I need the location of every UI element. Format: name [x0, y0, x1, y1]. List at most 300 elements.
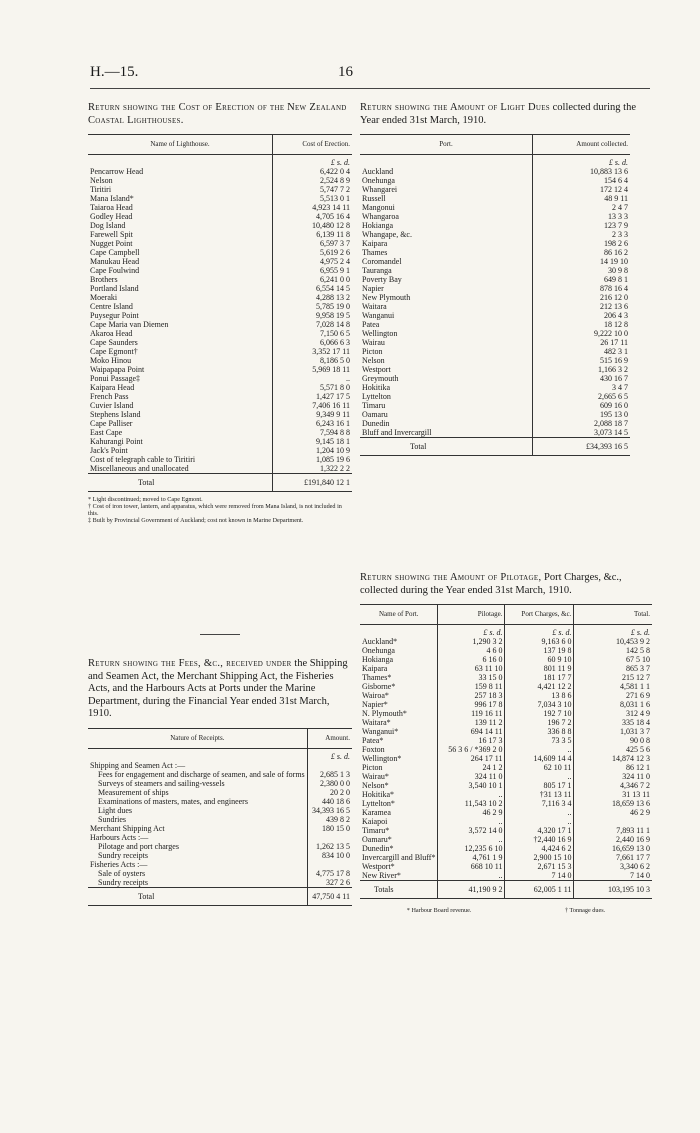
lighthouse-row [88, 302, 352, 311]
total-value: 271 6 9 [574, 691, 652, 700]
pilotage-row [360, 637, 652, 646]
row-value: 4,775 17 8 [307, 869, 352, 878]
port-row [360, 203, 630, 212]
port-name: Kaipara [362, 664, 388, 673]
row-value: 9,958 19 5 [273, 311, 353, 320]
pilotage-value: .. [438, 871, 505, 881]
total-value: 7 14 0 [574, 871, 652, 881]
receipt-row [88, 788, 352, 797]
port-row [360, 419, 630, 428]
port-name: Picton [362, 763, 383, 772]
port-row [360, 347, 630, 356]
lighthouse-title: Return showing the Cost of Erection of the New Zealand Coastal Lighthouses. [88, 102, 347, 126]
fees-table [88, 728, 352, 906]
row-value: 3 4 7 [533, 383, 631, 392]
row-label: Harbours Acts :— [90, 832, 149, 842]
total-value: £191,840 12 1 [273, 474, 353, 492]
total-value: 47,750 4 11 [307, 887, 352, 905]
total-value: 335 18 4 [574, 718, 652, 727]
row-value [307, 833, 352, 842]
port-name: Gisborne* [362, 682, 396, 691]
port-name: Dunedin* [362, 844, 394, 853]
fees-total-row [88, 887, 352, 905]
total-value: 7,661 17 7 [574, 853, 652, 862]
pilotage-row [360, 673, 652, 682]
row-value: 6,422 0 4 [273, 167, 353, 176]
port-charges-value: †2,440 16 9 [505, 835, 574, 844]
row-value: 6,066 6 3 [273, 338, 353, 347]
row-label: Pencarrow Head [90, 167, 144, 176]
row-label: Waipapapa Point [90, 365, 145, 374]
lighthouse-row [88, 392, 352, 401]
row-value: 7,028 14 8 [273, 320, 353, 329]
row-value: 7,594 8 8 [273, 428, 353, 437]
lighthouse-row [88, 185, 352, 194]
port-charges-value: 62 10 11 [505, 763, 574, 772]
row-value: 2,665 6 5 [533, 392, 631, 401]
port-charges-value: 60 9 10 [505, 655, 574, 664]
pilotage-table [360, 604, 652, 899]
port-row [360, 212, 630, 221]
port-name: Hokitika* [362, 790, 394, 799]
row-label: Cape Palliser [90, 419, 133, 428]
pilotage-row [360, 763, 652, 772]
row-value: 2,524 8 9 [273, 176, 353, 185]
row-label: Lyttelton [362, 392, 391, 401]
row-value: 1,085 19 6 [273, 455, 353, 464]
row-value: 440 18 6 [307, 797, 352, 806]
row-label: Godley Head [90, 212, 133, 221]
row-value: 26 17 11 [533, 338, 631, 347]
row-value: 180 15 0 [307, 824, 352, 833]
pilotage-title: Return showing the Amount of Pilotage, Port Charges, &c., collected during the Year ended 31st March, 1910. [360, 572, 622, 596]
units-label: £ s. d. [505, 625, 574, 638]
row-value: 5,571 8 0 [273, 383, 353, 392]
units-label: £ s. d. [533, 155, 631, 168]
pilotage-value: 3,572 14 0 [438, 826, 505, 835]
pilotage-value: 16 17 3 [438, 736, 505, 745]
col-lighthouse-name: Name of Lighthouse. [88, 135, 273, 155]
row-value: 6,241 0 0 [273, 275, 353, 284]
pilotage-value: 324 11 0 [438, 772, 505, 781]
row-label: Auckland [362, 167, 394, 176]
row-value: 327 2 6 [307, 878, 352, 888]
footnote: * Light discontinued; moved to Cape Egmont. [88, 496, 203, 503]
lighthouse-row [88, 419, 352, 428]
lighthouse-row [88, 266, 352, 275]
total-value: 4,581 1 1 [574, 682, 652, 691]
port-charges-value: 2,900 15 10 [505, 853, 574, 862]
row-value: 13 3 3 [533, 212, 631, 221]
receipt-row [88, 842, 352, 851]
pilotage-value: 4,761 1 9 [438, 853, 505, 862]
port-row [360, 338, 630, 347]
total-value: 8,031 1 6 [574, 700, 652, 709]
port-row [360, 293, 630, 302]
pilotage-row [360, 682, 652, 691]
port-row [360, 329, 630, 338]
pilotage-row [360, 646, 652, 655]
row-value: 4,288 13 2 [273, 293, 353, 302]
port-row [360, 356, 630, 365]
lighthouse-row [88, 365, 352, 374]
row-value: 34,393 16 5 [307, 806, 352, 815]
port-row [360, 365, 630, 374]
pilotage-row [360, 817, 652, 826]
units-label: £ s. d. [574, 625, 652, 638]
receipt-row [88, 797, 352, 806]
fees-title: Return showing the Fees, &c., received under the Shipping and Seamen Act, the Merchant Shipping Act, the Fisheries Acts, and the Harbours Acts at Ports under the Marine Department, during the Financial Year ended 31st March, 1910. [88, 658, 348, 719]
pilotage-row [360, 772, 652, 781]
row-value: 10,883 13 6 [533, 167, 631, 176]
port-row [360, 383, 630, 392]
receipt-row [88, 815, 352, 824]
row-value: 206 4 3 [533, 311, 631, 320]
row-value: 6,243 16 1 [273, 419, 353, 428]
row-label: Surveys of steamers and sailing-vessels [98, 778, 225, 788]
lighthouse-row [88, 311, 352, 320]
row-label: Coromandel [362, 257, 402, 266]
pilotage-value: .. [438, 790, 505, 799]
row-value: 2,380 0 0 [307, 779, 352, 788]
pilotage-value: 996 17 8 [438, 700, 505, 709]
row-label: Dog Island [90, 221, 126, 230]
port-name: Invercargill and Bluff* [362, 853, 436, 862]
row-label: Moko Hinou [90, 356, 132, 365]
row-label: Whangarei [362, 185, 398, 194]
row-label: Dunedin [362, 419, 390, 428]
row-label: Whangaroa [362, 212, 399, 221]
row-label: Moeraki [90, 293, 118, 302]
receipt-row [88, 878, 352, 888]
port-charges-value: 336 8 8 [505, 727, 574, 736]
row-value: 4,705 16 4 [273, 212, 353, 221]
receipt-row [88, 851, 352, 860]
units-label: £ s. d. [438, 625, 505, 638]
row-label: Picton [362, 347, 383, 356]
port-name: Napier* [362, 700, 388, 709]
row-label: Akaroa Head [90, 329, 133, 338]
pilotage-value: 33 15 0 [438, 673, 505, 682]
footnote: † Tonnage dues. [565, 907, 606, 914]
port-charges-value: 801 11 9 [505, 664, 574, 673]
port-row [360, 284, 630, 293]
row-label: Nelson [362, 356, 385, 365]
pilotage-value: 668 10 11 [438, 862, 505, 871]
total-value: 865 3 7 [574, 664, 652, 673]
row-value: 5,619 2 6 [273, 248, 353, 257]
total-value: 16,659 13 0 [574, 844, 652, 853]
lighthouse-row [88, 275, 352, 284]
row-value: 430 16 7 [533, 374, 631, 383]
total-port-charges: 62,005 1 11 [505, 881, 574, 899]
col-port-charges: Port Charges, &c. [505, 605, 574, 625]
pilotage-row [360, 736, 652, 745]
row-label: Wanganui [362, 311, 395, 320]
row-value: 1,166 3 2 [533, 365, 631, 374]
row-value: 1,204 10 9 [273, 446, 353, 455]
row-value: 2,685 1 3 [307, 770, 352, 779]
total-label: Total [360, 438, 533, 456]
row-label: Mana Island* [90, 194, 134, 203]
lighthouse-row [88, 455, 352, 464]
row-label: Kahurangi Point [90, 437, 143, 446]
port-name: Foxton [362, 745, 385, 754]
port-name: Onehunga [362, 646, 395, 655]
port-row [360, 248, 630, 257]
port-charges-value: 7,034 3 10 [505, 700, 574, 709]
port-row [360, 275, 630, 284]
row-label: Portland Island [90, 284, 139, 293]
pilotage-row [360, 664, 652, 673]
row-value: 5,747 7 2 [273, 185, 353, 194]
lighthouse-row [88, 203, 352, 212]
pilotage-row [360, 781, 652, 790]
port-charges-value: †31 13 11 [505, 790, 574, 799]
row-label: Nelson [90, 176, 113, 185]
total-value: £34,393 16 5 [533, 438, 631, 456]
port-charges-value: 196 7 2 [505, 718, 574, 727]
row-label: Brothers [90, 275, 118, 284]
row-label: Light dues [98, 805, 132, 815]
port-charges-value: 4,320 17 1 [505, 826, 574, 835]
pilotage-value: 6 16 0 [438, 655, 505, 664]
pilotage-value: 694 14 11 [438, 727, 505, 736]
total-value: 142 5 8 [574, 646, 652, 655]
pilotage-row [360, 844, 652, 853]
port-charges-value: .. [505, 745, 574, 754]
pilotage-value: 46 2 9 [438, 808, 505, 817]
lighthouse-total-row [88, 474, 352, 492]
row-label: Oamaru [362, 410, 388, 419]
lighthouse-row [88, 401, 352, 410]
pilotage-row [360, 871, 652, 881]
row-label: Greymouth [362, 374, 399, 383]
row-label: Waitara [362, 302, 387, 311]
lighthouse-row [88, 374, 352, 383]
row-label: New Plymouth [362, 293, 411, 302]
header-rule [90, 88, 650, 89]
row-value: 8,186 5 0 [273, 356, 353, 365]
row-label: Wairau [362, 338, 385, 347]
total-value: 10,453 9 2 [574, 637, 652, 646]
units-label: £ s. d. [307, 748, 352, 761]
row-label: Jack's Point [90, 446, 128, 455]
row-value: 439 8 2 [307, 815, 352, 824]
row-label: Cape Saunders [90, 338, 138, 347]
col-total: Total. [574, 605, 652, 625]
light-dues-total-row [360, 438, 630, 456]
row-label: Thames [362, 248, 388, 257]
pilotage-value: 11,543 10 2 [438, 799, 505, 808]
lighthouse-table [88, 134, 352, 492]
pilotage-value: 63 11 10 [438, 664, 505, 673]
total-value [574, 817, 652, 826]
total-value: 3,340 6 2 [574, 862, 652, 871]
col-port-name: Name of Port. [360, 605, 438, 625]
row-value: 5,513 0 1 [273, 194, 353, 203]
row-value: 4,975 2 4 [273, 257, 353, 266]
lighthouse-row [88, 338, 352, 347]
total-value: 4,346 7 2 [574, 781, 652, 790]
pilotage-value: 12,235 6 10 [438, 844, 505, 853]
row-label: Mangonui [362, 203, 395, 212]
total-value: 46 2 9 [574, 808, 652, 817]
row-label: Merchant Shipping Act [90, 823, 165, 833]
port-charges-value: 14,609 14 4 [505, 754, 574, 763]
receipt-row [88, 833, 352, 842]
row-value: 878 16 4 [533, 284, 631, 293]
pilotage-row [360, 700, 652, 709]
pilotage-value: 264 17 11 [438, 754, 505, 763]
lighthouse-row [88, 410, 352, 419]
port-row [360, 257, 630, 266]
total-label: Totals [360, 881, 438, 899]
row-label: Cape Maria van Diemen [90, 320, 169, 329]
footnote: * Harbour Board revenue. [406, 907, 472, 914]
row-value: 154 6 4 [533, 176, 631, 185]
row-value: 609 16 0 [533, 401, 631, 410]
port-charges-value: .. [505, 817, 574, 826]
row-label: Shipping and Seamen Act :— [90, 760, 186, 770]
row-label: Tiritiri [90, 185, 112, 194]
row-value: 3,352 17 11 [273, 347, 353, 356]
pilotage-row [360, 853, 652, 862]
pilotage-total-row [360, 881, 652, 899]
row-label: Sundries [98, 814, 126, 824]
port-name: Timaru* [362, 826, 390, 835]
pilotage-row [360, 835, 652, 844]
lighthouse-row [88, 347, 352, 356]
row-value: 1,427 17 5 [273, 392, 353, 401]
row-value: 6,955 9 1 [273, 266, 353, 275]
port-name: Wellington* [362, 754, 402, 763]
pilotage-value: 24 1 2 [438, 763, 505, 772]
row-value: 216 12 0 [533, 293, 631, 302]
row-label: Russell [362, 194, 386, 203]
port-name: Wairoa* [362, 691, 389, 700]
row-value: 3,073 14 5 [533, 428, 631, 438]
pilotage-row [360, 799, 652, 808]
port-name: Nelson* [362, 781, 389, 790]
pilotage-value: .. [438, 835, 505, 844]
lighthouse-row [88, 383, 352, 392]
row-value: 30 9 8 [533, 266, 631, 275]
port-charges-value: .. [505, 808, 574, 817]
port-row [360, 230, 630, 239]
total-value: 312 4 9 [574, 709, 652, 718]
row-label: Farewell Spit [90, 230, 133, 239]
total-value: 14,874 12 3 [574, 754, 652, 763]
total-value: 86 12 1 [574, 763, 652, 772]
row-label: Sale of oysters [98, 868, 146, 878]
port-row [360, 185, 630, 194]
pilotage-row [360, 718, 652, 727]
port-row [360, 266, 630, 275]
port-row [360, 320, 630, 329]
lighthouse-row [88, 230, 352, 239]
port-name: Patea* [362, 736, 384, 745]
row-value: 2 3 3 [533, 230, 631, 239]
row-label: Examinations of masters, mates, and engineers [98, 796, 248, 806]
row-value: 7,150 6 5 [273, 329, 353, 338]
col-amount-collected: Amount collected. [533, 135, 631, 155]
port-name: Wanganui* [362, 727, 399, 736]
total-value: 18,659 13 6 [574, 799, 652, 808]
lighthouse-row [88, 167, 352, 176]
pilotage-value: 257 18 3 [438, 691, 505, 700]
pilotage-value: 4 6 0 [438, 646, 505, 655]
total-value: 31 13 11 [574, 790, 652, 799]
footnote: † Cost of iron tower, lantern, and apparatus, which were removed from Mana Island, is not included in this. [88, 503, 342, 517]
port-row [360, 374, 630, 383]
port-name: Thames* [362, 673, 392, 682]
port-charges-value: 181 17 7 [505, 673, 574, 682]
receipt-row [88, 860, 352, 869]
row-value [307, 761, 352, 770]
row-label: Stephens Island [90, 410, 141, 419]
port-name: Oamaru* [362, 835, 392, 844]
row-label: Fisheries Acts :— [90, 859, 148, 869]
pilotage-value: 1,290 3 2 [438, 637, 505, 646]
page-number: 16 [338, 64, 353, 80]
pilotage-value: .. [438, 817, 505, 826]
lighthouse-row [88, 464, 352, 474]
total-label: Total [88, 474, 273, 492]
port-charges-value: .. [505, 772, 574, 781]
col-amount: Amount. [307, 728, 352, 748]
port-name: N. Plymouth* [362, 709, 407, 718]
port-charges-value: 805 17 1 [505, 781, 574, 790]
row-label: Sundry receipts [98, 850, 148, 860]
row-value: 20 2 0 [307, 788, 352, 797]
pilotage-footnotes [360, 907, 652, 914]
pilotage-value: 119 16 11 [438, 709, 505, 718]
row-label: Poverty Bay [362, 275, 402, 284]
lighthouse-row [88, 428, 352, 437]
row-label: Cost of telegraph cable to Tiritiri [90, 455, 196, 464]
row-value: 2,088 18 7 [533, 419, 631, 428]
lighthouse-row [88, 212, 352, 221]
row-label: Fees for engagement and discharge of seamen, and sale of forms [98, 769, 305, 779]
port-row [360, 311, 630, 320]
port-row [360, 176, 630, 185]
port-charges-value: 73 3 5 [505, 736, 574, 745]
port-charges-value: 9,163 6 0 [505, 637, 574, 646]
row-label: Hokianga [362, 221, 394, 230]
row-value: 5,785 19 0 [273, 302, 353, 311]
port-row [360, 221, 630, 230]
row-value: 834 10 0 [307, 851, 352, 860]
row-label: Tauranga [362, 266, 392, 275]
row-value: 9,349 9 11 [273, 410, 353, 419]
row-label: Sundry receipts [98, 877, 148, 887]
row-label: Cuvier Island [90, 401, 134, 410]
row-label: Cape Campbell [90, 248, 140, 257]
lighthouse-row [88, 284, 352, 293]
pilotage-row [360, 655, 652, 664]
row-value [307, 860, 352, 869]
total-value: 215 12 7 [574, 673, 652, 682]
row-label: Westport [362, 365, 391, 374]
col-port: Port. [360, 135, 533, 155]
total-pilotage: 41,190 9 2 [438, 881, 505, 899]
row-value: 172 12 4 [533, 185, 631, 194]
row-value: 6,554 14 5 [273, 284, 353, 293]
pilotage-row [360, 826, 652, 835]
lighthouse-row [88, 437, 352, 446]
row-value: 9,222 10 0 [533, 329, 631, 338]
